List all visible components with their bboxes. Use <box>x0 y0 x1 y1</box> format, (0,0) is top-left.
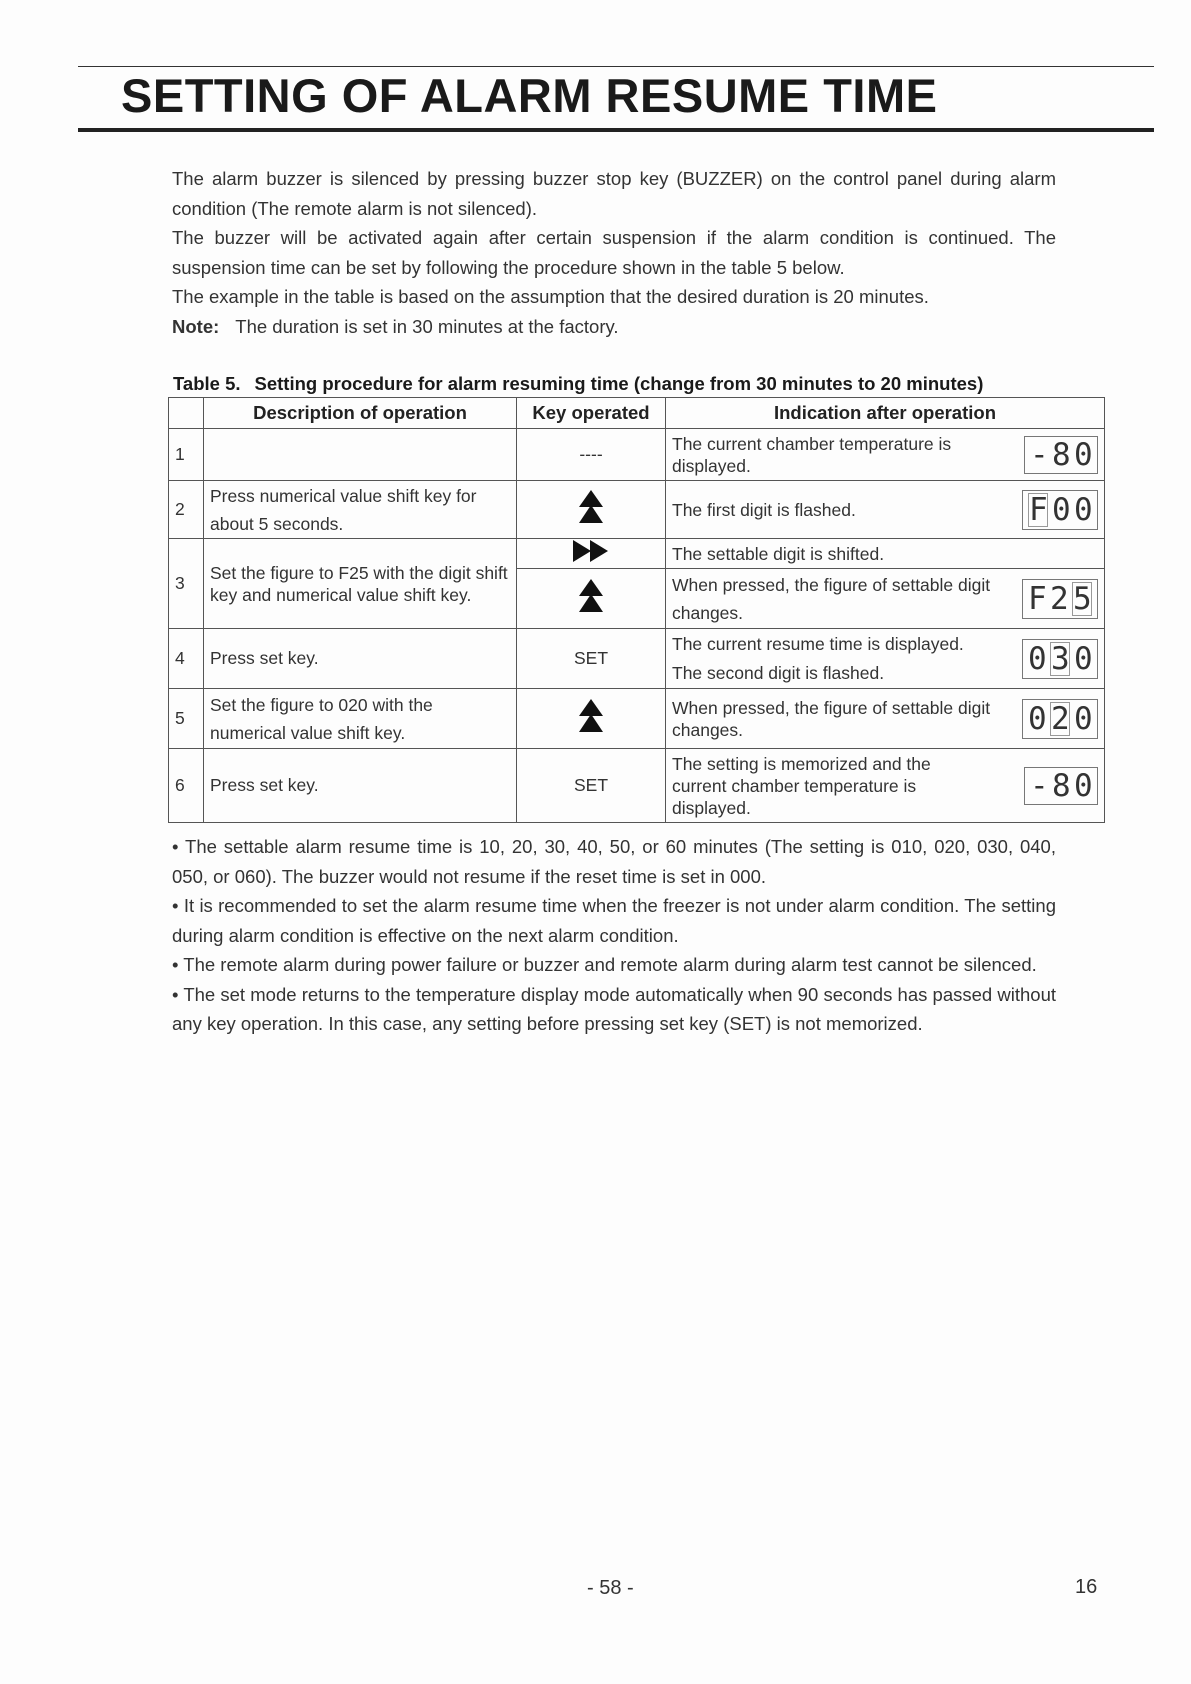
lcd-digit: 8 <box>1052 436 1071 473</box>
step-key <box>517 481 666 539</box>
notes-list <box>172 832 1056 1039</box>
note-text: The duration is set in 30 minutes at the factory. <box>235 315 619 337</box>
step-description: Press set key. <box>204 629 517 689</box>
table-row <box>169 539 1105 569</box>
step-description: Set the figure to F25 with the digit shift key and numerical value shift key. <box>204 539 517 629</box>
header-indication: Indication after operation <box>666 398 1105 429</box>
lcd-digit: 0 <box>1074 491 1093 528</box>
indication-text: The settable digit is shifted. <box>672 543 885 564</box>
double-right-arrow-icon <box>572 539 610 563</box>
step-description: Press set key. <box>204 749 517 823</box>
indication-text: When pressed, the figure of settable digit changes. <box>672 574 991 623</box>
note-label: Note: <box>172 315 220 337</box>
lcd-digit: F <box>1028 580 1047 617</box>
step-description: Press numerical value shift key for about 5 seconds. <box>204 481 517 539</box>
step-number: 5 <box>169 689 204 749</box>
step-number: 2 <box>169 481 204 539</box>
intro-paragraph: The example in the table is based on the assumption that the desired duration is 20 minutes. <box>172 286 929 307</box>
step-indication <box>666 569 1105 629</box>
indication-text: The current chamber temperature is displayed. <box>672 433 952 476</box>
step-description <box>204 429 517 481</box>
up-arrow-icon <box>578 698 604 734</box>
step-key: SET <box>517 749 666 823</box>
lcd-digit: 0 <box>1074 700 1093 737</box>
page-number: - 58 - <box>587 1577 634 1599</box>
table-row <box>169 481 1105 539</box>
lcd-digit: 2 <box>1051 700 1070 737</box>
header-key: Key operated <box>517 398 666 429</box>
indication-text: The setting is memorized and the current chamber temperature is displayed. <box>672 753 931 818</box>
lcd-digit: 0 <box>1074 767 1093 804</box>
table-row <box>169 629 1105 689</box>
step-key <box>517 539 666 569</box>
lcd-display <box>1022 639 1098 679</box>
header-description: Description of operation <box>204 398 517 429</box>
table-row <box>169 689 1105 749</box>
lcd-digit: 0 <box>1052 491 1071 528</box>
table-row <box>169 429 1105 481</box>
intro-text <box>172 164 1056 341</box>
lcd-digit: 0 <box>1074 436 1093 473</box>
list-item: • The remote alarm during power failure or buzzer and remote alarm during alarm test cannot be silenced. <box>172 954 1037 975</box>
lcd-display <box>1022 490 1098 530</box>
table-row <box>169 749 1105 823</box>
lcd-digit: 8 <box>1052 767 1071 804</box>
table-caption-text: Setting procedure for alarm resuming time (change from 30 minutes to 20 minutes) <box>254 373 984 394</box>
list-item: • The settable alarm resume time is 10, 20, 30, 40, 50, or 60 minutes (The setting is 010, 020, 030, 040, 050, or 060). The buzzer would not resume if the reset time is set in 000. <box>172 836 1056 887</box>
up-arrow-icon <box>578 489 604 525</box>
lcd-display <box>1024 767 1098 805</box>
step-number: 6 <box>169 749 204 823</box>
lcd-digit: 3 <box>1051 640 1070 677</box>
step-indication <box>666 429 1105 481</box>
page-title: SETTING OF ALARM RESUME TIME <box>121 69 938 122</box>
lcd-digit: 0 <box>1074 640 1093 677</box>
intro-paragraph: The buzzer will be activated again after certain suspension if the alarm condition is continued. The suspension time can be set by following the procedure shown in the table 5 below. <box>172 227 1056 278</box>
table-caption <box>173 373 983 395</box>
table-header-row <box>169 398 1105 429</box>
indication-text: When pressed, the figure of settable digit changes. <box>672 697 991 740</box>
header-number <box>169 398 204 429</box>
up-arrow-icon <box>578 578 604 614</box>
step-key: SET <box>517 629 666 689</box>
step-indication <box>666 629 1105 689</box>
lcd-digit: 0 <box>1028 700 1047 737</box>
lcd-digit: - <box>1030 767 1049 804</box>
lcd-digit: 0 <box>1028 640 1047 677</box>
lcd-display <box>1022 699 1098 739</box>
table-caption-label: Table 5. <box>173 373 241 394</box>
page-number-right: 16 <box>1075 1576 1098 1598</box>
header-rule-bottom <box>78 128 1154 132</box>
step-indication <box>666 539 1105 569</box>
step-indication <box>666 481 1105 539</box>
step-key <box>517 689 666 749</box>
procedure-table <box>168 397 1105 823</box>
list-item: • It is recommended to set the alarm resume time when the freezer is not under alarm condition. The setting during alarm condition is effective on the next alarm condition. <box>172 895 1056 946</box>
lcd-digit: - <box>1030 436 1049 473</box>
lcd-display <box>1022 579 1098 619</box>
step-number: 1 <box>169 429 204 481</box>
step-key: ---- <box>517 429 666 481</box>
step-indication <box>666 689 1105 749</box>
note-line <box>172 312 1056 342</box>
intro-paragraph: The alarm buzzer is silenced by pressing buzzer stop key (BUZZER) on the control panel during alarm condition (The remote alarm is not silenced). <box>172 168 1056 219</box>
step-key <box>517 569 666 629</box>
header-rule-top <box>78 66 1154 67</box>
lcd-display <box>1024 436 1098 474</box>
indication-text: The current resume time is displayed. The second digit is flashed. <box>672 633 964 683</box>
step-number: 4 <box>169 629 204 689</box>
lcd-digit: F <box>1029 491 1048 528</box>
step-number: 3 <box>169 539 204 629</box>
list-item: • The set mode returns to the temperature display mode automatically when 90 seconds has passed without any key operation. In this case, any setting before pressing set key (SET) is not memorized. <box>172 983 1056 1034</box>
indication-text: The first digit is flashed. <box>672 499 856 520</box>
lcd-digit: 2 <box>1050 580 1069 617</box>
lcd-digit: 5 <box>1073 580 1092 617</box>
step-indication <box>666 749 1105 823</box>
step-description: Set the figure to 020 with the numerical value shift key. <box>204 689 517 749</box>
